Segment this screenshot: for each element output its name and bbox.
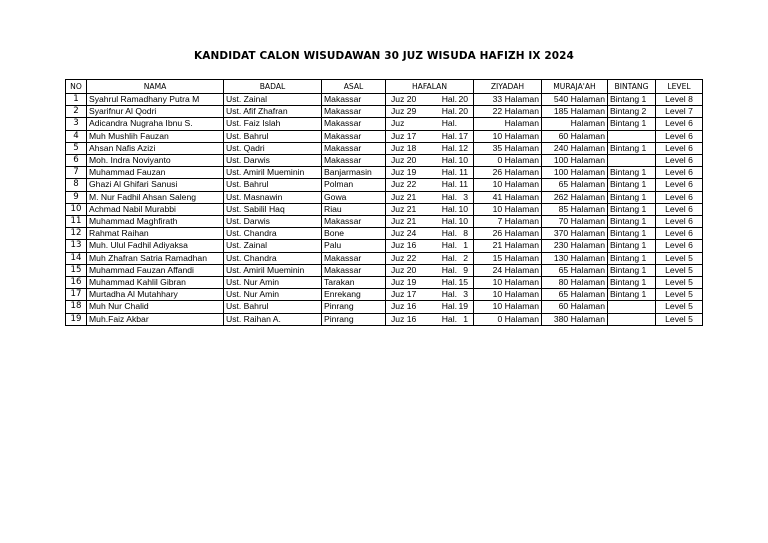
cell-murajaah: 60 Halaman [542, 301, 608, 313]
cell-badal: Ust. Bahrul [224, 179, 322, 191]
cell-asal: Makassar [322, 106, 386, 118]
hafalan-hal-value: 1 [463, 313, 468, 324]
cell-nama: M. Nur Fadhil Ahsan Saleng [87, 191, 224, 203]
cell-asal: Polman [322, 179, 386, 191]
cell-bintang: Bintang 1 [608, 167, 656, 179]
table-row [66, 240, 703, 252]
table-row [66, 216, 703, 228]
cell-badal: Ust. Sabilil Haq [224, 203, 322, 215]
cell-murajaah: 85 Halaman [542, 203, 608, 215]
hafalan-hal-label: Hal. [441, 191, 457, 202]
table-row [66, 155, 703, 167]
hafalan-hal-value: 3 [463, 289, 468, 300]
column-header-no: NO [66, 80, 87, 94]
cell-nama: Muh Mushlih Fauzan [87, 130, 224, 142]
hafalan-hal-value: 10 [458, 216, 468, 227]
cell-level: Level 5 [656, 277, 703, 289]
table-row [66, 94, 703, 106]
cell-nama: Adicandra Nugraha Ibnu S. [87, 118, 224, 130]
cell-murajaah: Halaman [542, 118, 608, 130]
cell-asal: Pinrang [322, 301, 386, 313]
hafalan-hal-label: Hal. [441, 264, 457, 275]
cell-nama: Ahsan Nafis Azizi [87, 142, 224, 154]
cell-badal: Ust. Amiril Mueminin [224, 264, 322, 276]
cell-level: Level 6 [656, 216, 703, 228]
hafalan-juz: Juz 21 [391, 216, 417, 227]
table-row [66, 301, 703, 313]
cell-bintang: Bintang 1 [608, 216, 656, 228]
cell-badal: Ust. Afif Zhafran [224, 106, 322, 118]
cell-bintang: Bintang 1 [608, 264, 656, 276]
cell-hafalan [386, 264, 474, 276]
table-header-row [66, 80, 703, 94]
hafalan-hal-label: Hal. [441, 203, 457, 214]
hafalan-juz: Juz 20 [391, 94, 417, 104]
cell-no: 18 [66, 301, 87, 313]
cell-level: Level 8 [656, 94, 703, 106]
cell-ziyadah: 33 Halaman [474, 94, 542, 106]
cell-murajaah: 100 Halaman [542, 155, 608, 167]
cell-nama: Muhammad Fauzan Affandi [87, 264, 224, 276]
cell-badal: Ust. Chandra [224, 252, 322, 264]
hafalan-hal-label: Hal. [441, 228, 457, 239]
hafalan-juz: Juz 20 [391, 264, 417, 275]
cell-hafalan [386, 191, 474, 203]
hafalan-hal-value: 17 [458, 130, 468, 141]
cell-level: Level 5 [656, 289, 703, 301]
cell-level: Level 6 [656, 203, 703, 215]
cell-bintang: Bintang 1 [608, 228, 656, 240]
hafalan-hal-label: Hal. [441, 277, 457, 288]
column-header-murajaah: MURAJA'AH [542, 80, 608, 94]
candidate-table [65, 79, 703, 326]
hafalan-juz: Juz 21 [391, 203, 417, 214]
cell-no: 7 [66, 167, 87, 179]
cell-hafalan [386, 301, 474, 313]
column-header-ziyadah: ZIYADAH [474, 80, 542, 94]
hafalan-juz: Juz 17 [391, 289, 417, 300]
table-row [66, 203, 703, 215]
hafalan-juz: Juz 20 [391, 155, 417, 166]
table-row [66, 106, 703, 118]
cell-murajaah: 80 Halaman [542, 277, 608, 289]
cell-bintang: Bintang 1 [608, 118, 656, 130]
cell-badal: Ust. Darwis [224, 155, 322, 167]
hafalan-hal-label: Hal. [441, 289, 457, 300]
cell-badal: Ust. Masnawin [224, 191, 322, 203]
cell-nama: Muh Zhafran Satria Ramadhan [87, 252, 224, 264]
cell-bintang: Bintang 1 [608, 240, 656, 252]
hafalan-hal-value: 20 [458, 94, 468, 104]
cell-no: 19 [66, 313, 87, 325]
cell-asal: Pinrang [322, 313, 386, 325]
cell-ziyadah: 10 Halaman [474, 130, 542, 142]
cell-asal: Makassar [322, 264, 386, 276]
cell-ziyadah: 41 Halaman [474, 191, 542, 203]
cell-badal: Ust. Zainal [224, 94, 322, 106]
hafalan-juz: Juz 16 [391, 301, 417, 312]
hafalan-juz: Juz 21 [391, 191, 417, 202]
cell-asal: Banjarmasin [322, 167, 386, 179]
cell-ziyadah: 0 Halaman [474, 313, 542, 325]
cell-nama: Achmad Nabil Murabbi [87, 203, 224, 215]
cell-ziyadah: 26 Halaman [474, 228, 542, 240]
cell-nama: Muh Nur Chalid [87, 301, 224, 313]
column-header-hafalan: HAFALAN [386, 80, 474, 94]
cell-ziyadah: 22 Halaman [474, 106, 542, 118]
cell-ziyadah: 10 Halaman [474, 289, 542, 301]
cell-badal: Ust. Nur Amin [224, 289, 322, 301]
cell-nama: Muhammad Fauzan [87, 167, 224, 179]
cell-no: 17 [66, 289, 87, 301]
hafalan-juz: Juz 18 [391, 142, 417, 153]
cell-level: Level 6 [656, 130, 703, 142]
cell-murajaah: 240 Halaman [542, 142, 608, 154]
cell-level: Level 6 [656, 155, 703, 167]
cell-murajaah: 60 Halaman [542, 130, 608, 142]
cell-badal: Ust. Bahrul [224, 301, 322, 313]
cell-no: 9 [66, 191, 87, 203]
hafalan-hal-label: Hal. [441, 301, 457, 312]
cell-asal: Tarakan [322, 277, 386, 289]
cell-badal: Ust. Nur Amin [224, 277, 322, 289]
cell-hafalan [386, 252, 474, 264]
cell-hafalan [386, 179, 474, 191]
cell-murajaah: 65 Halaman [542, 264, 608, 276]
hafalan-hal-value: 2 [463, 252, 468, 263]
hafalan-juz: Juz 19 [391, 277, 417, 288]
cell-nama: Syahrul Ramadhany Putra M [87, 94, 224, 106]
page-title: KANDIDAT CALON WISUDAWAN 30 JUZ WISUDA HAFIZH IX 2024 [194, 50, 574, 62]
cell-level: Level 6 [656, 142, 703, 154]
cell-level: Level 6 [656, 179, 703, 191]
hafalan-hal-value: 8 [463, 228, 468, 239]
cell-no: 13 [66, 240, 87, 252]
table-row [66, 289, 703, 301]
cell-asal: Makassar [322, 118, 386, 130]
cell-nama: Muh.Faiz Akbar [87, 313, 224, 325]
hafalan-hal-value: 10 [458, 155, 468, 166]
table-row [66, 130, 703, 142]
cell-badal: Ust. Zainal [224, 240, 322, 252]
cell-hafalan [386, 203, 474, 215]
hafalan-juz: Juz 19 [391, 167, 417, 178]
cell-murajaah: 70 Halaman [542, 216, 608, 228]
cell-no: 5 [66, 142, 87, 154]
cell-no: 11 [66, 216, 87, 228]
cell-no: 10 [66, 203, 87, 215]
cell-asal: Makassar [322, 155, 386, 167]
cell-bintang: Bintang 1 [608, 94, 656, 106]
hafalan-hal-value: 12 [458, 142, 468, 153]
hafalan-hal-value: 1 [463, 240, 468, 251]
cell-asal: Palu [322, 240, 386, 252]
cell-ziyadah: 35 Halaman [474, 142, 542, 154]
cell-no: 12 [66, 228, 87, 240]
hafalan-hal-value: 3 [463, 191, 468, 202]
hafalan-hal-value: 20 [458, 106, 468, 117]
cell-hafalan [386, 155, 474, 167]
column-header-nama: NAMA [87, 80, 224, 94]
cell-bintang: Bintang 2 [608, 106, 656, 118]
cell-hafalan [386, 313, 474, 325]
cell-murajaah: 230 Halaman [542, 240, 608, 252]
hafalan-hal-value: 11 [459, 179, 468, 190]
cell-asal: Gowa [322, 191, 386, 203]
column-header-badal: BADAL [224, 80, 322, 94]
cell-asal: Makassar [322, 94, 386, 106]
cell-nama: Murtadha Al Mutahhary [87, 289, 224, 301]
cell-bintang [608, 155, 656, 167]
hafalan-hal-value: 10 [458, 203, 468, 214]
cell-no: 1 [66, 94, 87, 106]
cell-asal: Riau [322, 203, 386, 215]
cell-nama: Syarifnur Al Qodri [87, 106, 224, 118]
table-row [66, 167, 703, 179]
cell-badal: Ust. Amiril Mueminin [224, 167, 322, 179]
cell-murajaah: 380 Halaman [542, 313, 608, 325]
table-row [66, 228, 703, 240]
cell-no: 16 [66, 277, 87, 289]
cell-bintang: Bintang 1 [608, 142, 656, 154]
table-row [66, 252, 703, 264]
cell-level: Level 6 [656, 228, 703, 240]
cell-asal: Makassar [322, 252, 386, 264]
cell-nama: Muhammad Kahlil Gibran [87, 277, 224, 289]
hafalan-hal-label: Hal. [441, 118, 457, 129]
hafalan-juz: Juz 16 [391, 240, 417, 251]
cell-hafalan [386, 130, 474, 142]
column-header-asal: ASAL [322, 80, 386, 94]
cell-nama: Moh. Indra Noviyanto [87, 155, 224, 167]
cell-level: Level 5 [656, 313, 703, 325]
cell-level: Level 6 [656, 240, 703, 252]
hafalan-hal-value: 19 [458, 301, 468, 312]
cell-level: Level 6 [656, 118, 703, 130]
cell-bintang: Bintang 1 [608, 252, 656, 264]
cell-no: 8 [66, 179, 87, 191]
column-header-level: LEVEL [656, 80, 703, 94]
hafalan-hal-label: Hal. [441, 179, 457, 190]
cell-hafalan [386, 142, 474, 154]
cell-no: 4 [66, 130, 87, 142]
hafalan-hal-value: 9 [463, 264, 468, 275]
cell-level: Level 6 [656, 167, 703, 179]
hafalan-hal-label: Hal. [441, 252, 457, 263]
cell-ziyadah: 10 Halaman [474, 301, 542, 313]
hafalan-hal-label: Hal. [441, 167, 457, 178]
cell-ziyadah: 0 Halaman [474, 155, 542, 167]
table-row [66, 264, 703, 276]
cell-ziyadah: 24 Halaman [474, 264, 542, 276]
cell-badal: Ust. Bahrul [224, 130, 322, 142]
cell-nama: Ghazi Al Ghifari Sanusi [87, 179, 224, 191]
cell-no: 6 [66, 155, 87, 167]
cell-level: Level 5 [656, 252, 703, 264]
cell-ziyadah: 10 Halaman [474, 179, 542, 191]
cell-bintang [608, 301, 656, 313]
cell-murajaah: 540 Halaman [542, 94, 608, 106]
cell-no: 3 [66, 118, 87, 130]
cell-badal: Ust. Raihan A. [224, 313, 322, 325]
cell-no: 2 [66, 106, 87, 118]
column-header-bintang: BINTANG [608, 80, 656, 94]
cell-asal: Bone [322, 228, 386, 240]
cell-murajaah: 130 Halaman [542, 252, 608, 264]
cell-level: Level 5 [656, 301, 703, 313]
hafalan-juz: Juz 24 [391, 228, 417, 239]
hafalan-juz: Juz 17 [391, 130, 417, 141]
cell-hafalan [386, 167, 474, 179]
cell-badal: Ust. Chandra [224, 228, 322, 240]
hafalan-juz: Juz 22 [391, 179, 417, 190]
cell-ziyadah: 10 Halaman [474, 277, 542, 289]
cell-bintang [608, 130, 656, 142]
cell-bintang: Bintang 1 [608, 203, 656, 215]
table-row [66, 313, 703, 325]
cell-badal: Ust. Darwis [224, 216, 322, 228]
hafalan-hal-label: Hal. [441, 155, 457, 166]
hafalan-juz: Juz 29 [391, 106, 417, 117]
cell-level: Level 5 [656, 264, 703, 276]
cell-asal: Makassar [322, 142, 386, 154]
table-row [66, 277, 703, 289]
cell-bintang: Bintang 1 [608, 289, 656, 301]
cell-ziyadah: Halaman [474, 118, 542, 130]
hafalan-hal-label: Hal. [441, 216, 457, 227]
hafalan-hal-label: Hal. [441, 142, 457, 153]
cell-bintang: Bintang 1 [608, 191, 656, 203]
cell-nama: Muhammad Maghfirath [87, 216, 224, 228]
cell-hafalan [386, 118, 474, 130]
cell-level: Level 6 [656, 191, 703, 203]
hafalan-juz: Juz [391, 118, 405, 129]
cell-murajaah: 262 Halaman [542, 191, 608, 203]
cell-badal: Ust. Faiz Islah [224, 118, 322, 130]
table-row [66, 142, 703, 154]
cell-asal: Enrekang [322, 289, 386, 301]
cell-ziyadah: 15 Halaman [474, 252, 542, 264]
cell-murajaah: 65 Halaman [542, 179, 608, 191]
hafalan-hal-value: 15 [458, 277, 468, 288]
cell-hafalan [386, 240, 474, 252]
table-row [66, 179, 703, 191]
cell-murajaah: 100 Halaman [542, 167, 608, 179]
cell-bintang [608, 313, 656, 325]
cell-nama: Rahmat Raihan [87, 228, 224, 240]
cell-ziyadah: 26 Halaman [474, 167, 542, 179]
cell-hafalan [386, 277, 474, 289]
cell-murajaah: 370 Halaman [542, 228, 608, 240]
cell-bintang: Bintang 1 [608, 277, 656, 289]
cell-no: 15 [66, 264, 87, 276]
cell-murajaah: 65 Halaman [542, 289, 608, 301]
cell-no: 14 [66, 252, 87, 264]
cell-asal: Makassar [322, 130, 386, 142]
cell-bintang: Bintang 1 [608, 179, 656, 191]
cell-ziyadah: 10 Halaman [474, 203, 542, 215]
cell-hafalan [386, 289, 474, 301]
hafalan-hal-label: Hal. [441, 130, 457, 141]
cell-hafalan [386, 106, 474, 118]
cell-level: Level 7 [656, 106, 703, 118]
hafalan-hal-label: Hal. [441, 240, 457, 251]
hafalan-hal-value: 11 [459, 167, 468, 178]
table-row [66, 191, 703, 203]
hafalan-hal-label: Hal. [441, 106, 457, 117]
cell-badal: Ust. Qadri [224, 142, 322, 154]
cell-ziyadah: 7 Halaman [474, 216, 542, 228]
hafalan-hal-label: Hal. [441, 313, 457, 324]
cell-hafalan [386, 216, 474, 228]
cell-hafalan [386, 228, 474, 240]
table-row [66, 118, 703, 130]
cell-asal: Makassar [322, 216, 386, 228]
hafalan-hal-label: Hal. [441, 94, 457, 104]
cell-nama: Muh. Ulul Fadhil Adiyaksa [87, 240, 224, 252]
cell-hafalan [386, 94, 474, 106]
cell-murajaah: 185 Halaman [542, 106, 608, 118]
hafalan-juz: Juz 16 [391, 313, 417, 324]
hafalan-juz: Juz 22 [391, 252, 417, 263]
cell-ziyadah: 21 Halaman [474, 240, 542, 252]
